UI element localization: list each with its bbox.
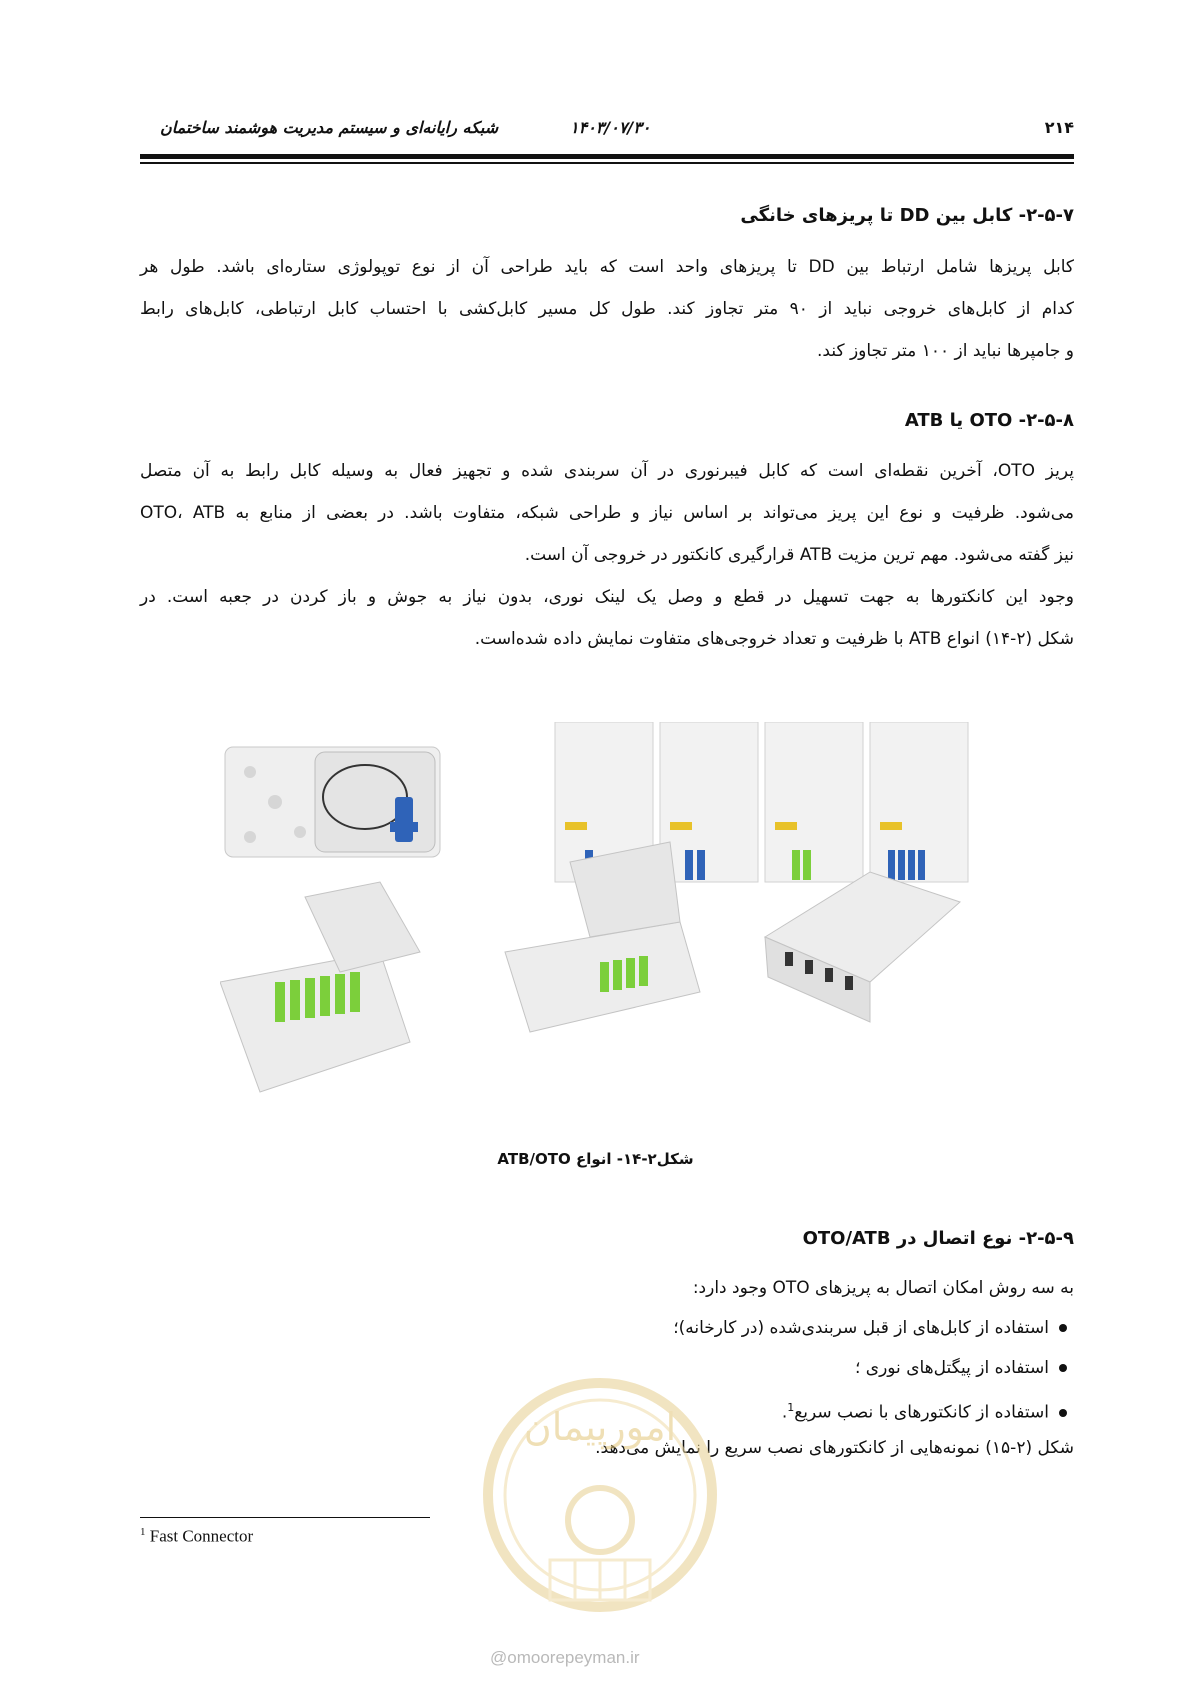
atb-oto-figure [220,722,1000,1142]
list-item-text: استفاده از کانکتورهای با نصب سریع [794,1402,1049,1423]
figure-caption: شکل۲-۱۴- انواع ATB/OTO [497,1150,694,1168]
list-item [855,1348,1067,1388]
bullet-icon [1059,1324,1067,1332]
paragraph [140,246,1074,372]
closed-box-photo [765,872,960,1022]
header-rule-thin [140,162,1074,164]
header-rule-thick [140,154,1074,159]
lidded-box-photo [505,842,700,1032]
bullet-icon [1059,1364,1067,1372]
footnote-mark: 1 [140,1526,146,1538]
open-tray-photo [225,747,440,857]
page-number: ۲۱۴ [1044,118,1074,137]
header-date: ۱۴۰۳/۰۷/۳۰ [570,118,651,137]
paragraph-line: پریز OTO، آخرین نقطه‌ای است که کابل فیبرنوری در آن سربندی شده و تجهیز فعال به وسیله کابل رابط به آن متصل [140,461,1074,481]
paragraph-line: کدام از کابل‌های خروجی نباید از ۹۰ متر تجاوز کند. طول کل مسیر کابل‌کشی با احتساب کابل ارتباطی، کابل‌های رابط [140,299,1075,319]
footnote [140,1526,253,1547]
paragraph [140,450,1074,660]
open-box-green-adapters-photo [220,882,420,1092]
list-item [782,1388,1067,1433]
paragraph-line: شکل (۲-۱۴) انواع ATB با ظرفیت و تعداد خروجی‌های متفاوت نمایش داده شده‌است. [474,629,1074,649]
paragraph-line: می‌شود. ظرفیت و نوع این پریز می‌تواند بر اساس نیاز و طراحی شبکه، متفاوت باشد. در بعضی از منابع به OTO، ATB [140,503,1074,523]
list-item-text: استفاده از کابل‌های از قبل سربندی‌شده (در کارخانه)؛ [673,1318,1049,1338]
list-item [673,1308,1067,1348]
paragraph-line: کابل پریزها شامل ارتباط بین DD تا پریزهای واحد است که باید طراحی آن از نوع توپولوژی ستاره‌ای باشد. طول هر [140,257,1074,277]
section-heading: ۲-۵-۸- OTO یا ATB [904,410,1074,431]
footnote-text: Fast Connector [149,1526,254,1546]
closing-text: شکل (۲-۱۵) نمونه‌هایی از کانکتورهای نصب سریع را نمایش می‌دهد. [595,1438,1074,1458]
section-heading: ۲-۵-۷- کابل بین DD تا پریزهای خانگی [740,205,1074,226]
paragraph-line: نیز گفته می‌شود. مهم ترین مزیت ATB قرارگیری کانکتور در خروجی آن است. [524,545,1074,565]
bullet-icon [1059,1409,1067,1417]
watermark-seal [480,1345,720,1665]
intro-text: به سه روش امکان اتصال به پریزهای OTO وجود دارد: [692,1278,1074,1298]
header-title: شبکه رایانه‌ای و سیستم مدیریت هوشمند ساختمان [160,118,499,137]
footnote-rule [140,1517,430,1518]
section-heading: ۲-۵-۹- نوع اتصال در OTO/ATB [802,1228,1074,1249]
running-header [140,118,1074,144]
paragraph-line: وجود این کانکتورها به جهت تسهیل در قطع و وصل یک لینک نوری، بدون نیاز به جوش و باز کردن در جعبه است. در [140,587,1074,607]
list-item-text: استفاده از پیگتل‌های نوری ؛ [854,1358,1049,1378]
list-item-end: . [781,1402,788,1423]
watermark-url: @omoorepeyman.ir [490,1648,640,1667]
watermark-script: امورپیمان [523,1405,677,1449]
paragraph-line: و جامپرها نباید از ۱۰۰ متر تجاوز کند. [817,341,1074,361]
footnote-ref: 1 [787,1401,795,1414]
